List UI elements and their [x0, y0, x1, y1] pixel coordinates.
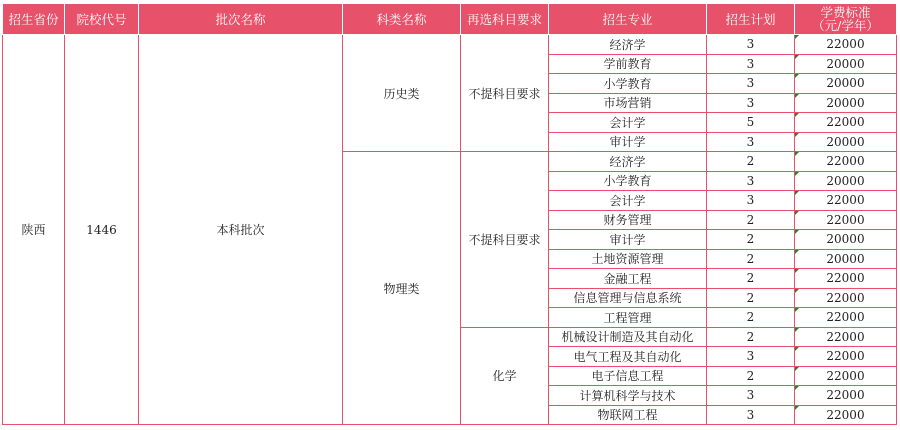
plan-cell: 3 — [707, 54, 795, 74]
major-cell: 经济学 — [549, 152, 707, 172]
plan-cell: 2 — [707, 269, 795, 289]
header-province: 招生省份 — [3, 4, 65, 35]
plan-cell: 3 — [707, 171, 795, 191]
major-cell: 电气工程及其自动化 — [549, 347, 707, 367]
fee-cell: 20000 — [795, 249, 897, 269]
plan-cell: 3 — [707, 405, 795, 425]
category-cell-physics: 物理类 — [343, 152, 461, 425]
category-cell-history: 历史类 — [343, 35, 461, 152]
major-cell: 金融工程 — [549, 269, 707, 289]
plan-cell: 2 — [707, 230, 795, 250]
fee-cell: 22000 — [795, 35, 897, 55]
major-cell: 会计学 — [549, 113, 707, 133]
major-cell: 学前教育 — [549, 54, 707, 74]
fee-cell: 22000 — [795, 308, 897, 328]
major-cell: 土地资源管理 — [549, 249, 707, 269]
fee-cell: 20000 — [795, 74, 897, 94]
header-batch: 批次名称 — [139, 4, 343, 35]
plan-cell: 5 — [707, 113, 795, 133]
plan-cell: 3 — [707, 93, 795, 113]
fee-cell: 22000 — [795, 386, 897, 406]
fee-cell: 22000 — [795, 405, 897, 425]
fee-cell: 20000 — [795, 132, 897, 152]
plan-cell: 2 — [707, 152, 795, 172]
major-cell: 小学教育 — [549, 74, 707, 94]
fee-cell: 20000 — [795, 230, 897, 250]
fee-cell: 22000 — [795, 113, 897, 133]
major-cell: 电子信息工程 — [549, 366, 707, 386]
major-cell: 审计学 — [549, 230, 707, 250]
plan-cell: 2 — [707, 366, 795, 386]
major-cell: 会计学 — [549, 191, 707, 211]
major-cell: 审计学 — [549, 132, 707, 152]
requirement-cell-physics-none: 不提科目要求 — [461, 152, 549, 328]
fee-cell: 22000 — [795, 191, 897, 211]
plan-cell: 2 — [707, 210, 795, 230]
header-fee-line2: （元/学年） — [812, 18, 879, 33]
fee-cell: 22000 — [795, 210, 897, 230]
fee-cell: 22000 — [795, 288, 897, 308]
plan-cell: 2 — [707, 249, 795, 269]
major-cell: 财务管理 — [549, 210, 707, 230]
header-fee-line1: 学费标准 — [820, 5, 871, 20]
province-cell: 陕西 — [3, 35, 65, 425]
plan-cell: 3 — [707, 132, 795, 152]
plan-cell: 3 — [707, 386, 795, 406]
fee-cell: 20000 — [795, 93, 897, 113]
major-cell: 工程管理 — [549, 308, 707, 328]
major-cell: 经济学 — [549, 35, 707, 55]
fee-cell: 20000 — [795, 171, 897, 191]
admission-plan-table — [2, 3, 897, 425]
requirement-cell-physics-chemistry: 化学 — [461, 327, 549, 425]
table-row — [3, 35, 897, 55]
major-cell: 计算机科学与技术 — [549, 386, 707, 406]
plan-cell: 3 — [707, 74, 795, 94]
header-category: 科类名称 — [343, 4, 461, 35]
fee-cell: 22000 — [795, 366, 897, 386]
plan-cell: 2 — [707, 327, 795, 347]
admission-plan-table-container — [2, 3, 897, 425]
plan-cell: 3 — [707, 35, 795, 55]
fee-cell: 22000 — [795, 269, 897, 289]
major-cell: 物联网工程 — [549, 405, 707, 425]
plan-cell: 2 — [707, 308, 795, 328]
fee-cell: 22000 — [795, 152, 897, 172]
fee-cell: 22000 — [795, 347, 897, 367]
plan-cell: 2 — [707, 288, 795, 308]
fee-cell: 20000 — [795, 54, 897, 74]
major-cell: 市场营销 — [549, 93, 707, 113]
requirement-cell-history: 不提科目要求 — [461, 35, 549, 152]
header-row — [3, 4, 897, 35]
plan-cell: 3 — [707, 191, 795, 211]
header-fee — [795, 4, 897, 35]
major-cell: 信息管理与信息系统 — [549, 288, 707, 308]
school-code-cell: 1446 — [65, 35, 139, 425]
header-major: 招生专业 — [549, 4, 707, 35]
header-school-code: 院校代号 — [65, 4, 139, 35]
table-body — [3, 35, 897, 425]
fee-cell: 22000 — [795, 327, 897, 347]
batch-cell: 本科批次 — [139, 35, 343, 425]
major-cell: 小学教育 — [549, 171, 707, 191]
header-subject-requirement: 再选科目要求 — [461, 4, 549, 35]
major-cell: 机械设计制造及其自动化 — [549, 327, 707, 347]
plan-cell: 3 — [707, 347, 795, 367]
header-plan: 招生计划 — [707, 4, 795, 35]
